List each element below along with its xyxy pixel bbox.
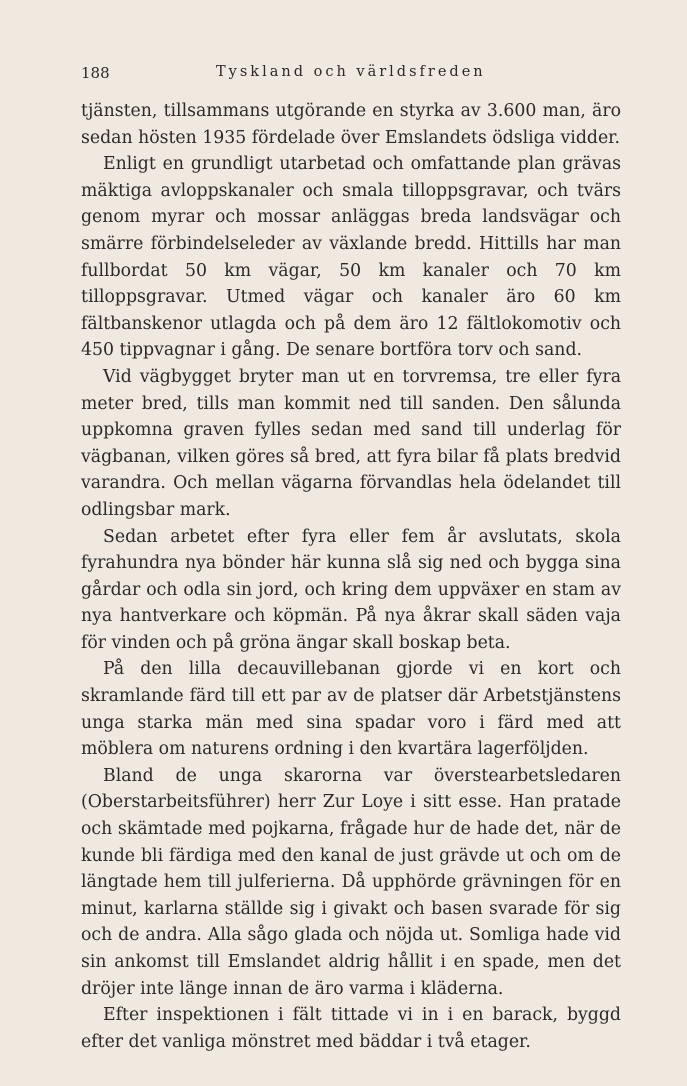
paragraph: På den lilla decauvillebanan gjorde vi en kort och skramlande färd till ett par av de platser där Arbetstjänstens unga starka män med sina spadar voro i färd med att möblera om naturens ordning i den kvartära lagerföljden. <box>81 659 621 760</box>
paragraph: Bland de unga skarorna var överstearbetsledaren (Oberstarbeitsführer) herr Zur Loye i sitt esse. Han pratade och skämtade med pojkarna, frågade hur de hade det, när de kunde bli färdiga med den kanal de just grävde ut och om de längtade hem till julferierna. Då upphörde grävningen för en minut, karlarna ställde sig i givakt och basen svarade för sig och de andra. Alla sågo glada och nöjda ut. Somliga hade vid sin ankomst till Emslandet aldrig hållit i en spade, men det dröjer inte länge innan de äro varma i kläderna. <box>81 765 621 999</box>
paragraph: tjänsten, tillsammans utgörande en styrka av 3.600 man, äro sedan hösten 1935 fördelade över Emslandets ödsliga vidder. <box>81 101 621 148</box>
page-number: 188 <box>81 64 110 82</box>
paragraph: Sedan arbetet efter fyra eller fem år avslutats, skola fyrahundra nya bönder här kunna slå sig ned och bygga sina gårdar och odla sin jord, och kring dem uppväxer en stam av nya hantverkare och köpmän. På nya åkrar skall säden vaja för vinden och på gröna ängar skall boskap beta. <box>81 526 621 653</box>
paragraph: Enligt en grundligt utarbetad och omfattande plan grävas mäktiga avloppskanaler och smala tilloppsgravar, och tvärs genom myrar och mossar anläggas breda landsvägar och smärre förbindelseleder av växlande bredd. Hittills har man fullbordat 50 km vägar, 50 km kanaler och 70 km tilloppsgravar. Utmed vägar och kanaler äro 60 km fältbanskenor utlagda och på dem äro 12 fältlokomotiv och 450 tippvagnar i gång. De senare bortföra torv och sand. <box>81 154 621 361</box>
page-header <box>81 64 621 88</box>
body-text <box>81 98 621 1055</box>
paragraph: Efter inspektionen i fält tittade vi in i en barack, byggd efter det vanliga mönstret med bäddar i två etager. <box>81 1005 621 1052</box>
paragraph: Vid vägbygget bryter man ut en torvremsa, tre eller fyra meter bred, tills man kommit ned till sanden. Den sålunda uppkomna graven fylles sedan med sand till underlag för vägbanan, vilken göres så bred, att fyra bilar få plats bredvid varandra. Och mellan vägarna förvandlas hela ödelandet till odlingsbar mark. <box>81 366 621 520</box>
running-title: Tyskland och världsfreden <box>216 64 486 80</box>
